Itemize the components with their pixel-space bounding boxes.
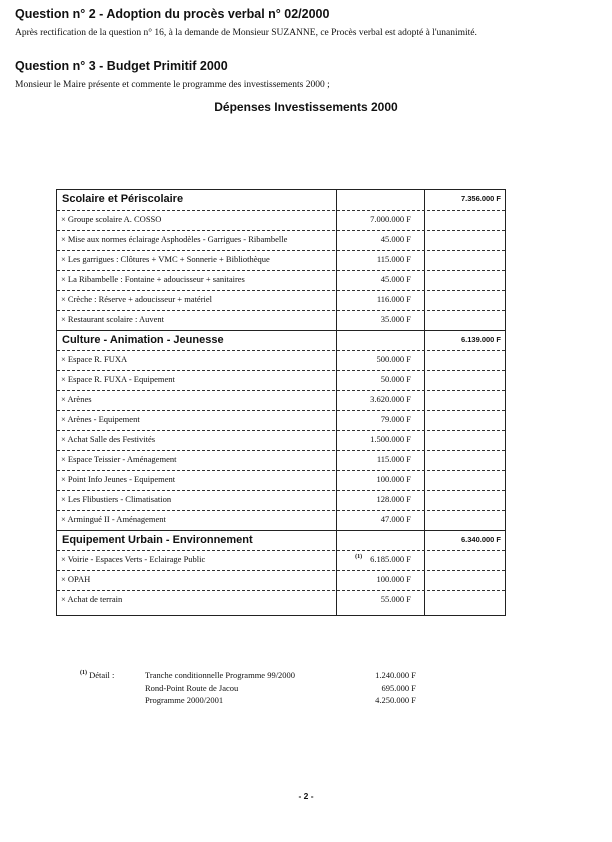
section-header-row (57, 190, 505, 210)
section-header-row (57, 330, 505, 351)
budget-item-amount (377, 474, 411, 484)
budget-item-amount (381, 374, 411, 384)
budget-item-amount (377, 454, 411, 464)
section-label: Equipement Urbain - Environnement (62, 534, 253, 546)
budget-item-amount (377, 494, 411, 504)
budget-item-row (57, 310, 505, 330)
budget-item-row (57, 510, 505, 530)
budget-item-amount (381, 594, 411, 604)
budget-item-amount (381, 514, 411, 524)
budget-item-label: × Point Info Jeunes - Equipement (61, 474, 176, 484)
budget-item-label: × Mise aux normes éclairage Asphodèles - Garrigues - Ribambelle (61, 234, 288, 244)
budget-item-label: × Espace Teissier - Aménagement (61, 454, 177, 464)
budget-item-amount-value: 79.000 F (380, 414, 411, 424)
budget-item-row (57, 470, 505, 490)
budget-item-label: × Armingué II - Aménagement (61, 514, 166, 524)
budget-item-row (57, 410, 505, 430)
budget-item-amount (377, 574, 411, 584)
budget-item-label: × Arènes (61, 394, 92, 404)
budget-item-label: × Espace R. FUXA - Equipement (61, 374, 175, 384)
budget-item-label: × Restaurant scolaire : Auvent (61, 314, 164, 324)
budget-item-amount (377, 254, 411, 264)
question-2-title: Question n° 2 - Adoption du procès verbal n° 02/2000 (15, 7, 330, 21)
budget-item-row (57, 290, 505, 310)
footnote-row-amount: 695.000 F (381, 683, 416, 693)
budget-item-amount-value: 3.620.000 F (370, 394, 411, 404)
budget-item-row (57, 550, 505, 570)
page-number: - 2 - (298, 791, 314, 801)
budget-item-amount-value: 45.000 F (380, 274, 411, 284)
budget-item-amount-value: 100.000 F (376, 474, 411, 484)
budget-item-amount-value: 47.000 F (380, 514, 411, 524)
budget-item-row (57, 210, 505, 230)
budget-item-label: × Les garrigues : Clôtures + VMC + Sonnerie + Bibliothèque (61, 254, 270, 264)
budget-item-row (57, 450, 505, 470)
budget-item-label: × Groupe scolaire A. COSSO (61, 214, 162, 224)
budget-item-label: × Voirie - Espaces Verts - Eclairage Public (61, 554, 206, 564)
budget-item-amount-value: 1.500.000 F (370, 434, 411, 444)
budget-item-amount-value: 115.000 F (376, 254, 411, 264)
budget-item-amount (370, 434, 411, 444)
budget-item-label: × La Ribambelle : Fontaine + adoucisseur + sanitaires (61, 274, 245, 284)
footnote-label (80, 670, 114, 680)
budget-item-amount (377, 294, 411, 304)
budget-item-label: × OPAH (61, 574, 91, 584)
budget-item-amount (381, 234, 411, 244)
footnote-row-amount: 1.240.000 F (375, 670, 416, 680)
section-total: 7.356.000 F (460, 194, 501, 203)
budget-item-amount-value: 116.000 F (376, 294, 411, 304)
budget-item-amount (377, 354, 411, 364)
budget-item-row (57, 350, 505, 370)
footnote-row-label: Rond-Point Route de Jacou (145, 683, 239, 693)
question-3-title: Question n° 3 - Budget Primitif 2000 (15, 59, 228, 73)
budget-item-amount-value: 500.000 F (376, 354, 411, 364)
footnote-reference: (1) (355, 554, 363, 561)
budget-item-amount-value: 128.000 F (376, 494, 411, 504)
budget-table-title: Dépenses Investissements 2000 (214, 100, 398, 114)
footnote-row-label: Tranche conditionnelle Programme 99/2000 (145, 670, 296, 680)
budget-item-amount-value: 115.000 F (376, 454, 411, 464)
budget-item-row (57, 570, 505, 590)
budget-item-amount-value: 100.000 F (376, 574, 411, 584)
footnote-mark: (1) (80, 670, 87, 677)
budget-item-row (57, 390, 505, 410)
budget-item-row (57, 490, 505, 510)
budget-item-row (57, 370, 505, 390)
budget-item-amount (355, 554, 411, 564)
footnote-row-amount: 4.250.000 F (375, 695, 416, 705)
section-total: 6.340.000 F (460, 535, 501, 544)
budget-item-amount-value: 6.185.000 F (370, 554, 411, 564)
budget-item-amount (381, 314, 411, 324)
section-total: 6.139.000 F (460, 335, 501, 344)
budget-item-amount (370, 214, 411, 224)
budget-item-amount-value: 55.000 F (380, 594, 411, 604)
budget-item-amount-value: 45.000 F (380, 234, 411, 244)
budget-item-label: × Arènes - Equipement (61, 414, 140, 424)
budget-table (56, 189, 506, 616)
budget-item-label: × Achat de terrain (61, 594, 123, 604)
budget-item-label: × Achat Salle des Festivités (61, 434, 156, 444)
budget-item-label: × Espace R. FUXA (61, 354, 128, 364)
budget-item-amount-value: 7.000.000 F (370, 214, 411, 224)
footnote-detail-label: Détail : (89, 670, 115, 680)
budget-item-row (57, 230, 505, 250)
question-3-text: Monsieur le Maire présente et commente le programme des investissements 2000 ; (15, 80, 330, 90)
budget-item-label: × Les Flibustiers - Climatisation (61, 494, 172, 504)
budget-item-row (57, 250, 505, 270)
budget-item-row (57, 270, 505, 290)
budget-item-amount (381, 414, 411, 424)
section-header-row (57, 530, 505, 551)
footnote-row-label: Programme 2000/2001 (145, 695, 224, 705)
budget-item-label: × Crèche : Réserve + adoucisseur + matériel (61, 294, 213, 304)
section-label: Scolaire et Périscolaire (62, 193, 184, 205)
budget-item-row (57, 590, 505, 610)
budget-item-amount (381, 274, 411, 284)
budget-item-amount (370, 394, 411, 404)
section-label: Culture - Animation - Jeunesse (62, 334, 224, 346)
budget-item-amount-value: 35.000 F (380, 314, 411, 324)
budget-item-row (57, 430, 505, 450)
budget-item-amount-value: 50.000 F (380, 374, 411, 384)
question-2-text: Après rectification de la question n° 16, à la demande de Monsieur SUZANNE, ce Procès verbal est adopté à l'unanimité. (15, 28, 477, 38)
